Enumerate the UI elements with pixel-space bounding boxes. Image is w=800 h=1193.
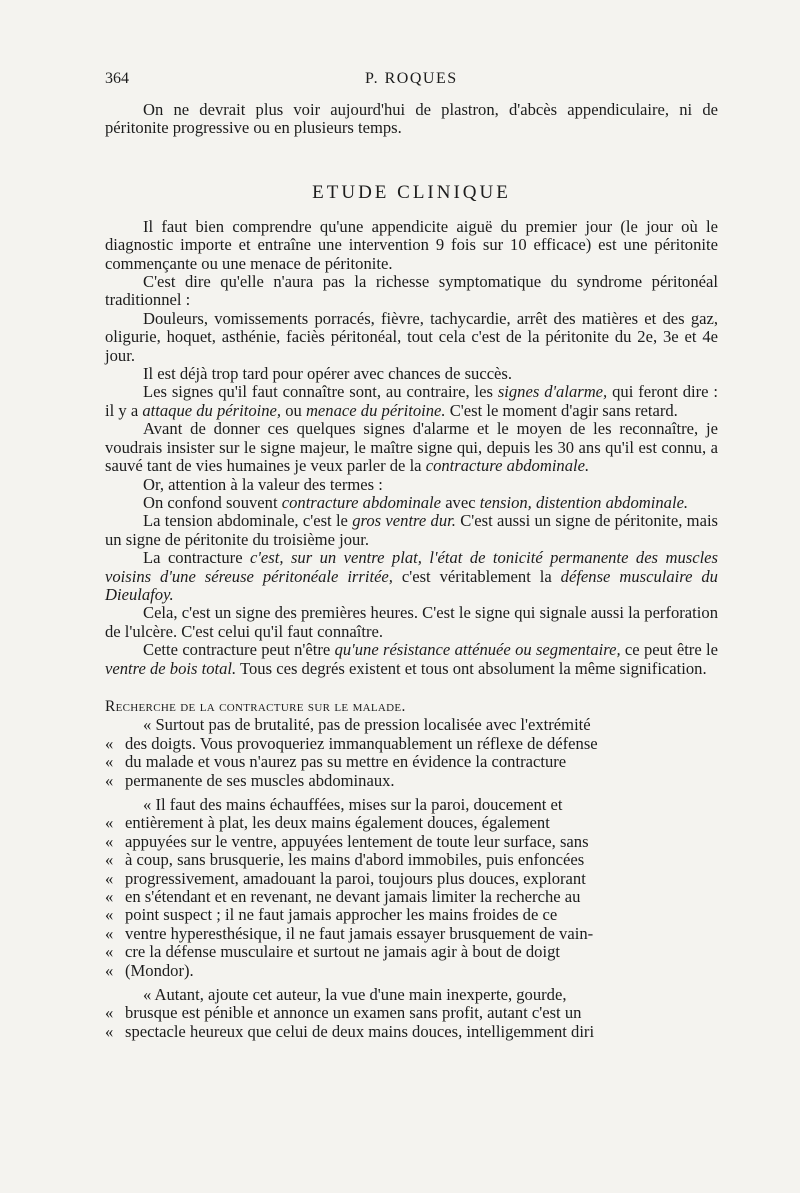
paragraph: Les signes qu'il faut connaître sont, au contraire, les signes d'alarme, qui feront dire : il y a attaque du péritoine, ou menace du péritoine. C'est le moment d'agir sans retard. <box>105 382 718 420</box>
paragraph: On confond souvent contracture abdominale avec tension, distention abdominale. <box>143 492 689 512</box>
paragraph: C'est dire qu'elle n'aura pas la richesse symptomatique du syndrome péritonéal traditionnel : <box>105 272 718 310</box>
quotation-text: des doigts. Vous provoqueriez immanquablement un réflexe de défense <box>125 733 598 753</box>
quotation-line <box>105 942 718 962</box>
quotation-line <box>125 716 718 734</box>
guillemet-mark: « <box>105 960 114 980</box>
quotation-line <box>105 831 718 851</box>
quotation-line <box>105 733 718 753</box>
quotation-text: « Autant, ajoute cet auteur, la vue d'une main inexperte, gourde, <box>143 985 567 1005</box>
paragraph: Or, attention à la valeur des termes : <box>143 474 383 494</box>
quotation-text: progressivement, amadouant la paroi, toujours plus douces, explorant <box>125 868 586 888</box>
running-head-author: P. ROQUES <box>365 70 458 87</box>
spacer <box>105 138 718 178</box>
section-title: ETUDE CLINIQUE <box>312 181 511 203</box>
quotation-block <box>105 986 718 1041</box>
guillemet-mark: « <box>105 1003 114 1023</box>
guillemet-mark: « <box>105 813 114 833</box>
guillemet-mark: « <box>105 770 114 790</box>
quotation-line <box>105 868 718 888</box>
paragraph: Cette contracture peut n'être qu'une résistance atténuée ou segmentaire, ce peut être le ventre de bois total. Tous ces degrés existent et tous ont absolument la même signification. <box>105 640 718 678</box>
guillemet-mark: « <box>105 850 114 870</box>
paragraph: La tension abdominale, c'est le gros ventre dur. C'est aussi un signe de péritonite, mais un signe de péritonite du troisième jour. <box>105 511 719 549</box>
quotation-line <box>105 850 718 870</box>
page-body <box>105 101 718 1041</box>
quotation-line <box>105 923 718 943</box>
quotation-line <box>105 887 718 907</box>
quotation-text: du malade et vous n'aurez pas su mettre en évidence la contracture <box>125 752 567 772</box>
running-head <box>105 70 718 92</box>
paragraph: Douleurs, vomissements porracés, fièvre, tachycardie, arrêt des matières et des gaz, oligurie, hoquet, asthénie, faciès péritonéal, tout cela c'est de la péritonite du 2e, 3e et 4e jour. <box>105 308 718 365</box>
quotation-text: ventre hyperesthésique, il ne faut jamais essayer brusquement de vain- <box>125 923 594 943</box>
guillemet-mark: « <box>105 733 114 753</box>
quotation-text: cre la défense musculaire et surtout ne jamais agir à bout de doigt <box>125 942 560 962</box>
subsection-heading: Recherche de la contracture sur le malade. <box>105 697 406 715</box>
quotation-text: appuyées sur le ventre, appuyées lentement de toute leur surface, sans <box>125 831 589 851</box>
paragraph: La contracture c'est, sur un ventre plat, l'état de tonicité permanente des muscles voisins d'une séreuse péritonéale irritée, c'est véritablement la défense musculaire du Dieulafoy. <box>105 548 718 604</box>
paragraph: On ne devrait plus voir aujourd'hui de plastron, d'abcès appendiculaire, ni de péritonite progressive ou en plusieurs temps. <box>105 100 718 138</box>
quotation-line <box>105 1021 718 1041</box>
quotation-text: permanente de ses muscles abdominaux. <box>125 770 395 790</box>
quotation-text: spectacle heureux que celui de deux mains douces, intelligemment diri <box>125 1021 595 1041</box>
quotation-line <box>105 752 718 772</box>
paragraph: Il faut bien comprendre qu'une appendicite aiguë du premier jour (le jour où le diagnostic importe et entraîne une intervention 9 fois sur 10 efficace) est une péritonite commençante ou une menace de péritonite. <box>105 216 718 273</box>
guillemet-mark: « <box>105 887 114 907</box>
quotation-text: « Il faut des mains échauffées, mises sur la paroi, doucement et <box>143 795 563 814</box>
quotation-line <box>105 813 718 833</box>
quotation-text: « Surtout pas de brutalité, pas de pression localisée avec l'extrémité <box>143 715 591 735</box>
quotation-line <box>125 796 718 814</box>
quotation-line <box>105 960 718 980</box>
quotation-text: entièrement à plat, les deux mains également douces, également <box>125 813 550 833</box>
guillemet-mark: « <box>105 1021 114 1041</box>
paragraph: Cela, c'est un signe des premières heures. C'est le signe qui signale aussi la perforation de l'ulcère. C'est celui qu'il faut connaître. <box>105 603 718 641</box>
guillemet-mark: « <box>105 868 114 888</box>
quotation-text: (Mondor). <box>125 960 194 980</box>
paragraph: Il est déjà trop tard pour opérer avec chances de succès. <box>143 364 513 384</box>
quotation-text: en s'étendant et en revenant, ne devant jamais limiter la recherche au <box>125 887 581 907</box>
guillemet-mark: « <box>105 831 114 851</box>
spacer <box>105 678 718 698</box>
guillemet-mark: « <box>105 942 114 962</box>
guillemet-mark: « <box>105 923 114 943</box>
quotation-text: brusque est pénible et annonce un examen sans profit, autant c'est un <box>125 1003 582 1023</box>
quotation-line <box>105 1003 718 1023</box>
quotation-block <box>105 796 718 980</box>
quotation-line <box>105 770 718 790</box>
guillemet-mark: « <box>105 752 114 772</box>
quotation-block <box>105 716 718 790</box>
quotation-text: à coup, sans brusquerie, les mains d'abord immobiles, puis enfoncées <box>125 850 585 870</box>
guillemet-mark: « <box>105 905 114 925</box>
page-number: 364 <box>105 70 129 87</box>
quotation-line <box>125 986 718 1004</box>
paragraph: Avant de donner ces quelques signes d'alarme et le moyen de les reconnaître, je voudrais insister sur le signe majeur, le maître signe qui, depuis les 30 ans qu'il est connu, a sauvé tant de vies humaines je veux parler de la contracture abdominale. <box>105 419 718 476</box>
quotation-text: point suspect ; il ne faut jamais approcher les mains froides de ce <box>125 905 558 925</box>
quotation-line <box>105 905 718 925</box>
